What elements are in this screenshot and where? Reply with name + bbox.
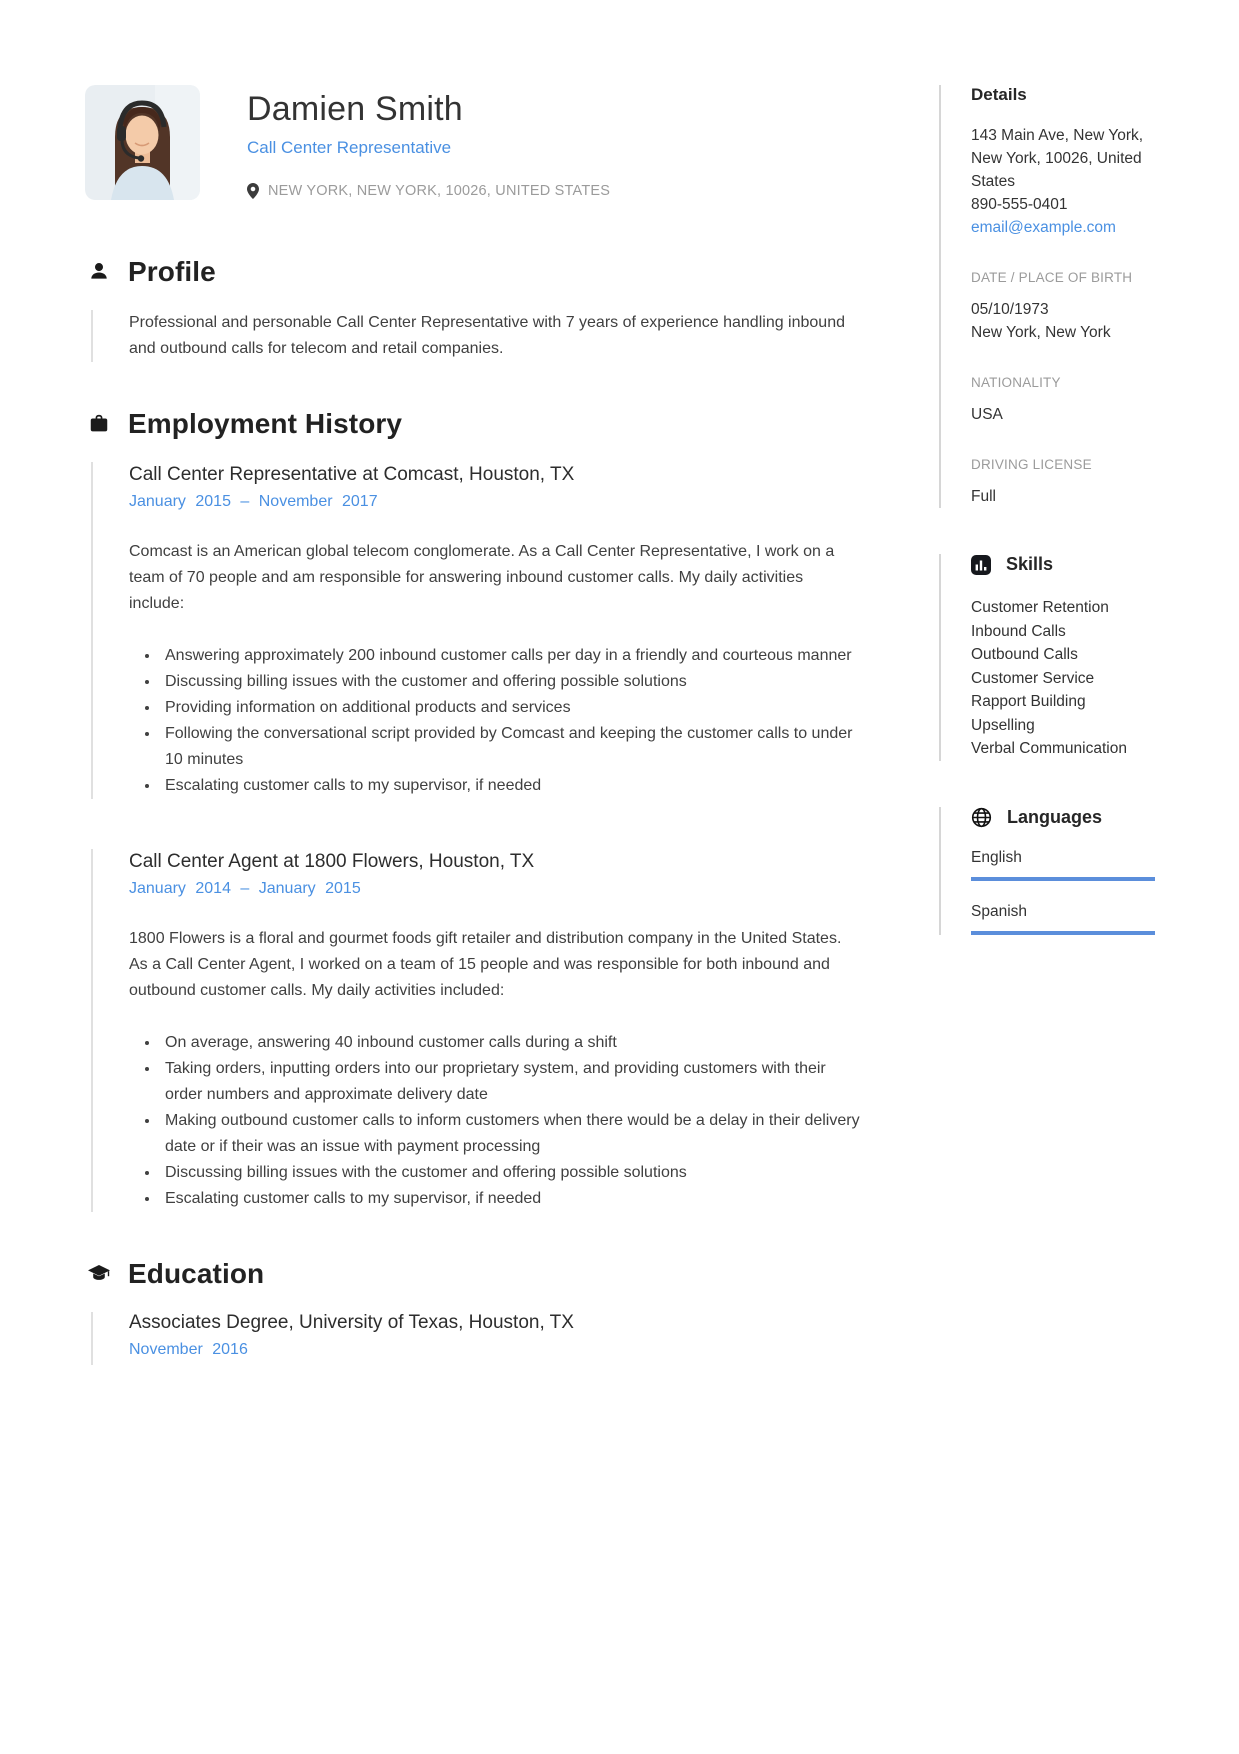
language-item <box>971 849 1155 881</box>
skill-item: Upselling <box>971 716 1035 734</box>
location-row <box>247 183 610 199</box>
languages-section <box>939 807 1155 935</box>
education-entry <box>91 1312 861 1365</box>
profile-title: Profile <box>128 256 216 287</box>
job-bullet: • On average, answering 40 inbound customer calls during a shift <box>160 1030 861 1056</box>
profile-body <box>91 310 861 362</box>
profile-photo-illustration <box>85 85 200 200</box>
profile-photo <box>85 85 200 200</box>
phone-number: 890-555-0401 <box>971 196 1068 213</box>
person-location: NEW YORK, NEW YORK, 10026, UNITED STATES <box>268 183 611 199</box>
nationality-label: NATIONALITY <box>971 375 1061 390</box>
profile-section-heading <box>87 256 861 288</box>
job-dates: January 2015 – November 2017 <box>129 493 378 510</box>
skills-section-heading <box>971 554 1155 575</box>
job-bullet: • Making outbound customer calls to inform customers when there would be a delay in their delivery date or if their was an issue with payment processing <box>160 1108 861 1160</box>
address: 143 Main Ave, New York, New York, 10026, United States <box>971 127 1144 190</box>
birth-place: New York, New York <box>971 324 1111 341</box>
job-entry <box>91 462 861 799</box>
skills-title: Skills <box>1006 554 1054 574</box>
employment-section <box>85 408 861 1212</box>
main-column <box>85 85 861 1411</box>
job-title: Call Center Representative at Comcast, Houston, TX <box>129 464 575 485</box>
job-bullet: • Escalating customer calls to my supervisor, if needed <box>160 773 861 799</box>
nationality-value: USA <box>971 406 1003 423</box>
briefcase-icon <box>87 413 111 435</box>
language-level-bar <box>971 877 1155 881</box>
employment-title: Employment History <box>128 408 403 439</box>
language-name: English <box>971 848 1022 866</box>
languages-title: Languages <box>1007 806 1103 827</box>
skill-item: Verbal Communication <box>971 740 1127 757</box>
person-job-title: Call Center Representative <box>247 138 452 157</box>
details-body <box>971 124 1155 508</box>
language-level-bar <box>971 931 1155 935</box>
driving-license-value: Full <box>971 488 996 505</box>
skill-item: Rapport Building <box>971 693 1086 710</box>
job-bullet-list <box>129 643 861 799</box>
person-name: Damien Smith <box>247 90 463 128</box>
graduation-cap-icon <box>87 1263 111 1285</box>
skill-item: Inbound Calls <box>971 622 1066 640</box>
location-pin-icon <box>247 183 259 199</box>
languages-section-heading <box>971 807 1155 828</box>
job-title: Call Center Agent at 1800 Flowers, Houston, TX <box>129 851 535 872</box>
profile-section <box>85 256 861 362</box>
language-name: Spanish <box>971 902 1028 920</box>
education-degree: Associates Degree, University of Texas, Houston, TX <box>129 1312 574 1333</box>
profile-text: Professional and personable Call Center Representative with 7 years of experience handling inbound and outbound calls for telecom and retail companies. <box>129 314 845 357</box>
education-section <box>85 1258 861 1365</box>
employment-section-heading <box>87 408 861 440</box>
skills-section <box>939 554 1155 761</box>
details-section <box>939 85 1155 508</box>
skill-item: Customer Service <box>971 669 1095 687</box>
job-bullet: • Escalating customer calls to my supervisor, if needed <box>160 1186 861 1212</box>
header-text <box>247 85 610 200</box>
driving-license-label: DRIVING LICENSE <box>971 457 1092 472</box>
job-entry <box>91 849 861 1212</box>
birth-date: 05/10/1973 <box>971 301 1049 318</box>
education-dates: November 2016 <box>129 1341 248 1358</box>
job-bullet: • Discussing billing issues with the customer and offering possible solutions <box>160 1160 861 1186</box>
birth-label: DATE / PLACE OF BIRTH <box>971 270 1133 285</box>
bar-chart-icon <box>971 555 991 575</box>
language-item <box>971 903 1155 935</box>
job-bullet-list <box>129 1030 861 1212</box>
education-section-heading <box>87 1258 861 1290</box>
skill-item: Outbound Calls <box>971 646 1078 663</box>
job-bullet: • Discussing billing issues with the customer and offering possible solutions <box>160 669 861 695</box>
job-description: Comcast is an American global telecom conglomerate. As a Call Center Representative, I work on a team of 70 people and am responsible for answering inbound customer calls. My daily activities include: <box>129 543 835 612</box>
job-bullet: • Providing information on additional products and services <box>160 695 861 721</box>
person-icon <box>87 261 111 283</box>
job-bullet: • Answering approximately 200 inbound customer calls per day in a friendly and courteous manner <box>160 643 861 669</box>
education-title: Education <box>128 1258 265 1289</box>
email-link[interactable]: email@example.com <box>971 219 1116 236</box>
globe-icon <box>971 807 992 828</box>
header <box>85 85 861 200</box>
details-title: Details <box>971 85 1027 104</box>
job-dates: January 2014 – January 2015 <box>129 880 361 897</box>
skills-list <box>971 596 1155 761</box>
job-description: 1800 Flowers is a floral and gourmet foods gift retailer and distribution company in the United States. As a Call Center Agent, I worked on a team of 15 people and was responsible for both inbound and outbound customer calls. My daily activities included: <box>129 930 842 999</box>
skill-item: Customer Retention <box>971 599 1109 616</box>
job-bullet: • Taking orders, inputting orders into our proprietary system, and providing customers with their order numbers and approximate delivery date <box>160 1056 861 1108</box>
job-bullet: • Following the conversational script provided by Comcast and keeping the customer calls to under 10 minutes <box>160 721 861 773</box>
sidebar <box>939 85 1155 1411</box>
